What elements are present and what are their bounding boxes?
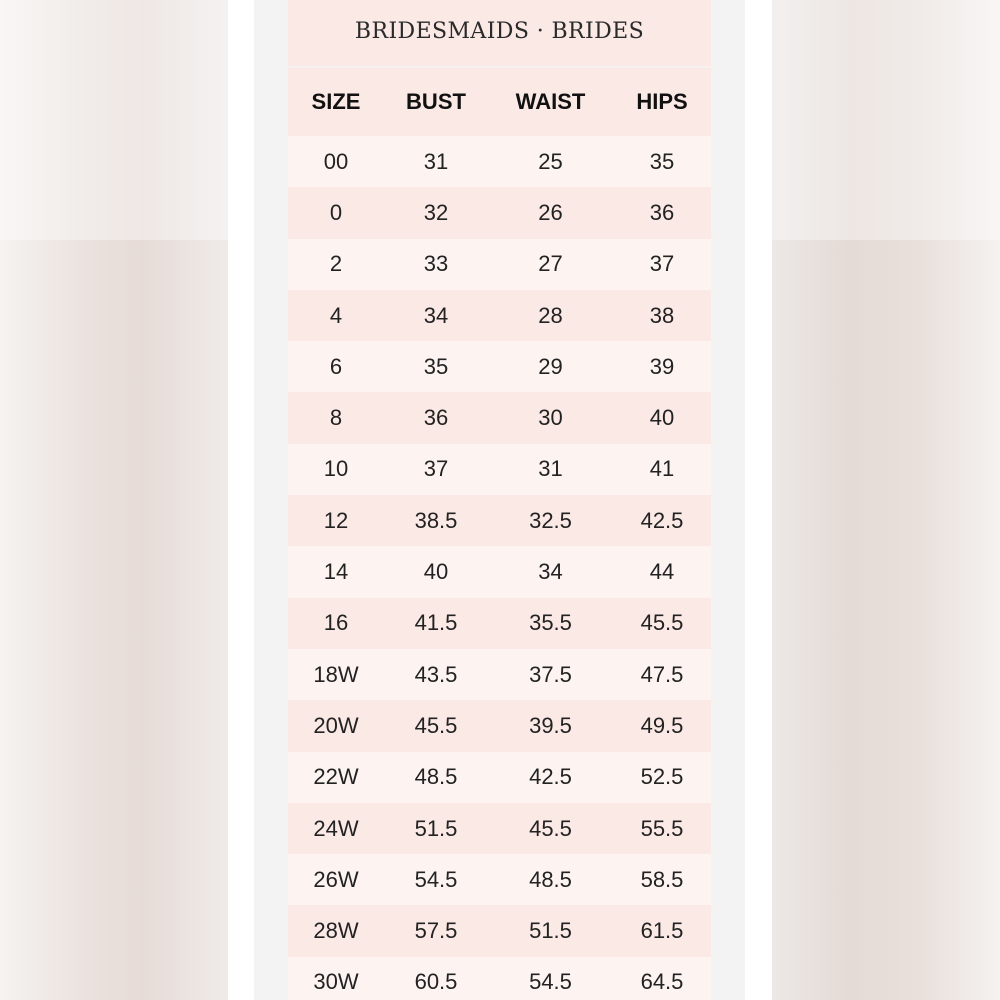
size-cell: 28W — [313, 918, 359, 944]
size-cell: 24W — [313, 815, 359, 841]
size-cell: 0 — [329, 199, 343, 225]
hips-cell: 61.5 — [640, 918, 684, 944]
waist-cell: 25 — [538, 148, 563, 174]
hips-cell: 58.5 — [640, 866, 684, 892]
hips-cell: 42.5 — [640, 507, 684, 533]
waist-cell: 31 — [538, 456, 563, 482]
waist-cell: 42.5 — [529, 764, 572, 790]
size-cell: 20W — [313, 712, 359, 738]
size-chart — [288, 0, 711, 1000]
bust-cell: 34 — [423, 302, 449, 328]
column-header-bust: BUST — [406, 89, 466, 114]
table-row — [288, 649, 711, 700]
table-row — [288, 341, 711, 392]
waist-cell: 30 — [538, 405, 563, 431]
hips-cell: 55.5 — [640, 815, 684, 841]
hips-cell: 37 — [649, 251, 675, 277]
hips-cell: 64.5 — [640, 969, 684, 995]
bust-cell: 40 — [423, 559, 449, 585]
hips-cell: 47.5 — [640, 661, 684, 687]
table-row — [288, 700, 711, 751]
bust-cell: 31 — [423, 148, 449, 174]
bust-cell: 41.5 — [414, 610, 458, 636]
hips-cell: 44 — [649, 559, 675, 585]
size-cell: 8 — [329, 405, 343, 431]
hips-cell: 35 — [649, 148, 675, 174]
bust-cell: 35 — [423, 353, 449, 379]
bust-cell: 37 — [423, 456, 449, 482]
table-row — [288, 290, 711, 341]
backdrop-highlight — [0, 0, 228, 240]
column-header-waist: WAIST — [515, 89, 586, 114]
table-row — [288, 187, 711, 238]
page-margin-left — [254, 0, 288, 1000]
hips-cell: 52.5 — [640, 764, 684, 790]
hips-cell: 39 — [649, 353, 675, 379]
size-cell: 22W — [313, 764, 359, 790]
bust-cell: 57.5 — [414, 918, 458, 944]
waist-cell: 39.5 — [529, 712, 572, 738]
photo-border-right — [745, 0, 771, 1000]
size-cell: 14 — [323, 559, 349, 585]
waist-cell: 37.5 — [529, 661, 572, 687]
waist-cell: 27 — [538, 251, 563, 277]
hips-cell: 49.5 — [640, 712, 684, 738]
table-row — [288, 392, 711, 443]
bust-cell: 33 — [423, 251, 449, 277]
hips-cell: 40 — [649, 405, 675, 431]
size-cell: 2 — [329, 251, 343, 277]
waist-cell: 28 — [538, 302, 563, 328]
size-cell: 16 — [323, 610, 349, 636]
bust-cell: 51.5 — [414, 815, 458, 841]
table-row — [288, 854, 711, 905]
size-cell: 10 — [323, 456, 349, 482]
hips-cell: 41 — [649, 456, 675, 482]
waist-cell: 54.5 — [529, 969, 572, 995]
photo-border-left — [228, 0, 254, 1000]
waist-cell: 29 — [538, 353, 563, 379]
hips-cell: 36 — [649, 199, 675, 225]
waist-cell: 51.5 — [529, 918, 572, 944]
waist-cell: 34 — [538, 559, 563, 585]
table-row — [288, 803, 711, 854]
backdrop-highlight — [772, 0, 1000, 240]
size-cell: 18W — [313, 661, 359, 687]
blurred-backdrop-right — [772, 0, 1000, 1000]
waist-cell: 35.5 — [529, 610, 572, 636]
bust-cell: 38.5 — [414, 507, 458, 533]
table-row — [288, 546, 711, 597]
column-header-size: SIZE — [311, 89, 361, 114]
chart-title: BRIDESMAIDS · BRIDES — [288, 0, 711, 68]
size-cell: 12 — [323, 507, 349, 533]
bust-cell: 48.5 — [414, 764, 458, 790]
size-cell: 26W — [313, 866, 359, 892]
waist-cell: 48.5 — [529, 866, 572, 892]
table-row — [288, 598, 711, 649]
column-header-hips: HIPS — [636, 89, 688, 114]
table-row — [288, 752, 711, 803]
table-row — [288, 444, 711, 495]
bust-cell: 43.5 — [414, 661, 458, 687]
size-cell: 30W — [313, 969, 359, 995]
hips-cell: 45.5 — [640, 610, 684, 636]
table-header-row — [288, 68, 711, 136]
table-row — [288, 905, 711, 956]
table-row — [288, 957, 711, 1000]
size-cell: 6 — [329, 353, 343, 379]
table-row — [288, 136, 711, 187]
page-margin-right — [711, 0, 745, 1000]
waist-cell: 45.5 — [529, 815, 572, 841]
size-cell: 00 — [323, 148, 349, 174]
size-cell: 4 — [329, 302, 343, 328]
bust-cell: 45.5 — [414, 712, 458, 738]
bust-cell: 36 — [423, 405, 449, 431]
waist-cell: 32.5 — [529, 507, 572, 533]
waist-cell: 26 — [538, 199, 563, 225]
bust-cell: 32 — [423, 199, 449, 225]
blurred-backdrop-left — [0, 0, 228, 1000]
bust-cell: 54.5 — [414, 866, 458, 892]
bust-cell: 60.5 — [414, 969, 458, 995]
hips-cell: 38 — [649, 302, 675, 328]
table-row — [288, 495, 711, 546]
table-row — [288, 239, 711, 290]
